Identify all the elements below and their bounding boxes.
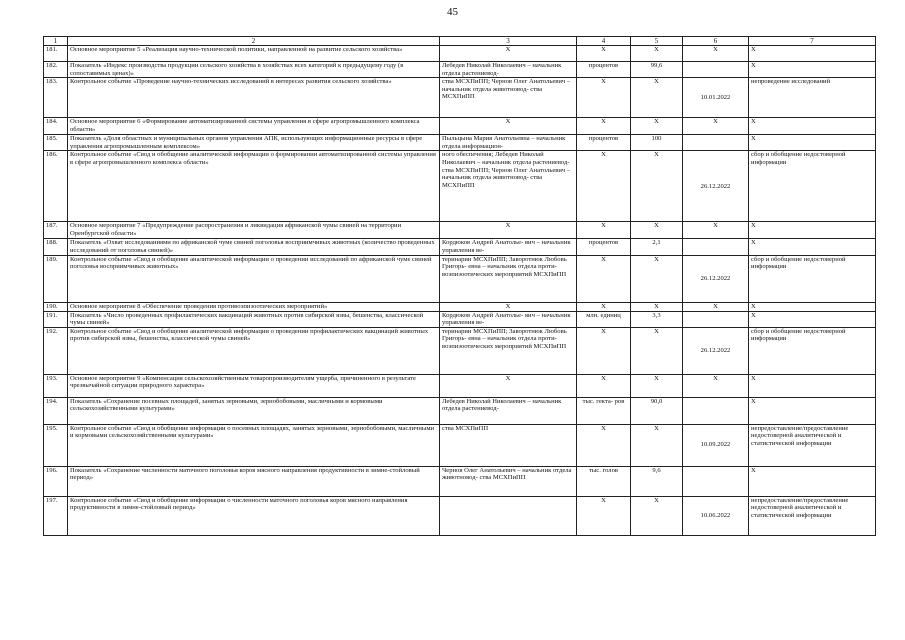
table-row bbox=[44, 255, 876, 302]
table-row bbox=[44, 78, 876, 118]
date-cell: Х bbox=[683, 374, 749, 397]
risk-cell: сбор и обобщение недостоверной информации bbox=[749, 327, 876, 374]
value-cell: Х bbox=[631, 151, 683, 222]
unit-cell: Х bbox=[577, 222, 631, 239]
name-cell: Показатель «Число проведенных профилактических вакцинаций животных против сибирской язвы, бешенства, классической чумы свиней» bbox=[68, 311, 440, 327]
row-number-cell: 183. bbox=[44, 78, 68, 118]
date-cell: Х bbox=[683, 118, 749, 135]
responsible-cell: Лебедев Николай Николаевич – начальник отдела растениевод- bbox=[440, 62, 577, 78]
header-cell: 7 bbox=[749, 37, 876, 46]
name-cell: Основное мероприятие 9 «Компенсация сельскохозяйственным товаропроизводителям ущерба, причиненного в результате чрезвычайной ситуации природного характера» bbox=[68, 374, 440, 397]
unit-cell: Х bbox=[577, 327, 631, 374]
row-number-cell: 188. bbox=[44, 239, 68, 255]
name-cell: Контрольное событие «Свод и обобщение аналитической информации о проведении профилактических вакцинаций животных против сибирской язвы, бешенства, классической чумы свиней» bbox=[68, 327, 440, 374]
risk-cell: сбор и обобщение недостоверной информации bbox=[749, 255, 876, 302]
date-cell bbox=[683, 311, 749, 327]
name-cell: Контрольное событие «Свод и обобщение информации о посевных площадях, занятых зерновыми, зернобобовыми, масличными и кормовыми сельскохозяйственными культурами» bbox=[68, 424, 440, 466]
table-row bbox=[44, 327, 876, 374]
responsible-cell: Х bbox=[440, 118, 577, 135]
header-cell: 2 bbox=[68, 37, 440, 46]
value-cell: 90,0 bbox=[631, 397, 683, 424]
unit-cell: млн. единиц bbox=[577, 311, 631, 327]
unit-cell: тыс. голов bbox=[577, 466, 631, 496]
responsible-cell: ства МСХПиПП; Чернов Олег Анатольевич – начальник отдела животновод- ства МСХПиПП bbox=[440, 78, 577, 118]
name-cell: Контрольное событие «Свод и обобщение аналитической информации о проведении исследований по африканской чуме свиней поголовья восприимчивых животных» bbox=[68, 255, 440, 302]
risk-cell: Х bbox=[749, 46, 876, 62]
date-cell: 10.01.2022 bbox=[683, 78, 749, 118]
page-number: 45 bbox=[447, 6, 458, 18]
responsible-cell: Лебедев Николай Николаевич – начальник отдела растениевод- bbox=[440, 397, 577, 424]
table-row bbox=[44, 374, 876, 397]
value-cell: 100 bbox=[631, 135, 683, 151]
unit-cell: Х bbox=[577, 496, 631, 535]
row-number-cell: 186. bbox=[44, 151, 68, 222]
risk-cell: сбор и обобщение недостоверной информации bbox=[749, 151, 876, 222]
row-number-cell: 190. bbox=[44, 302, 68, 311]
risk-cell: Х bbox=[749, 397, 876, 424]
responsible-cell: Х bbox=[440, 302, 577, 311]
unit-cell: Х bbox=[577, 302, 631, 311]
value-cell: Х bbox=[631, 327, 683, 374]
name-cell: Основное мероприятие 6 «Формирование автоматизированной системы управления в сфере агропромышленного комплекса области» bbox=[68, 118, 440, 135]
name-cell: Основное мероприятие 7 «Предупреждение распространения и ликвидация африканской чумы свиней на территории Оренбургской области» bbox=[68, 222, 440, 239]
responsible-cell: теринарии МСХПиПП; Заворотнюк Любовь Григорь- евна – начальник отдела проти- воэпизоотических мероприятий МСХПиПП bbox=[440, 327, 577, 374]
name-cell: Показатель «Доля областных и муниципальных органов управления АПК, использующих информационные ресурсы в сфере управления агропромышленным комплексом» bbox=[68, 135, 440, 151]
date-cell: 26.12.2022 bbox=[683, 327, 749, 374]
risk-cell: Х bbox=[749, 466, 876, 496]
name-cell: Основное мероприятие 5 «Реализация научно-технической политики, направленной на развитие сельского хозяйства» bbox=[68, 46, 440, 62]
responsible-cell: ного обеспечения; Лебедев Николай Николаевич – начальник отдела растениевод- ства МСХПиПП; Чернов Олег Анатольевич – начальник отдела животновод- ства МСХПиПП bbox=[440, 151, 577, 222]
name-cell: Показатель «Индекс производства продукции сельского хозяйства в хозяйствах всех категорий к предыдущему году (в сопоставимых ценах)» bbox=[68, 62, 440, 78]
date-cell bbox=[683, 466, 749, 496]
unit-cell: Х bbox=[577, 118, 631, 135]
date-cell: 26.12.2022 bbox=[683, 255, 749, 302]
header-cell: 6 bbox=[683, 37, 749, 46]
unit-cell: Х bbox=[577, 424, 631, 466]
value-cell: Х bbox=[631, 496, 683, 535]
responsible-cell: Х bbox=[440, 222, 577, 239]
row-number-cell: 185. bbox=[44, 135, 68, 151]
responsible-cell: Х bbox=[440, 46, 577, 62]
table-row bbox=[44, 151, 876, 222]
header-cell: 1 bbox=[44, 37, 68, 46]
row-number-cell: 191. bbox=[44, 311, 68, 327]
responsible-cell bbox=[440, 496, 577, 535]
date-cell: 26.12.2022 bbox=[683, 151, 749, 222]
name-cell: Показатель «Охват исследованиями по африканской чуме свиней поголовья восприимчивых животных (количество проведенных исследований от поголовья свиней)» bbox=[68, 239, 440, 255]
value-cell: Х bbox=[631, 118, 683, 135]
value-cell: Х bbox=[631, 78, 683, 118]
risk-cell: непредоставление/предоставление недостоверной аналитической и статистической информации bbox=[749, 424, 876, 466]
name-cell: Показатель «Сохранение посевных площадей, занятых зерновыми, зернобобовыми, масличными и кормовыми сельскохозяйственными культурами» bbox=[68, 397, 440, 424]
table-row bbox=[44, 397, 876, 424]
table-row bbox=[44, 135, 876, 151]
risk-cell: непредоставление/предоставление недостоверной аналитической и статистической информации bbox=[749, 496, 876, 535]
date-cell bbox=[683, 62, 749, 78]
table-row bbox=[44, 118, 876, 135]
risk-cell: Х bbox=[749, 302, 876, 311]
table-row bbox=[44, 239, 876, 255]
risk-cell: Х bbox=[749, 374, 876, 397]
risk-cell: Х bbox=[749, 62, 876, 78]
value-cell: Х bbox=[631, 374, 683, 397]
date-cell: Х bbox=[683, 302, 749, 311]
unit-cell: Х bbox=[577, 255, 631, 302]
name-cell: Контрольное событие «Проведение научно-технических исследований в интересах развития сельского хозяйства» bbox=[68, 78, 440, 118]
table-row bbox=[44, 496, 876, 535]
table-row bbox=[44, 222, 876, 239]
row-number-cell: 182. bbox=[44, 62, 68, 78]
header-cell: 4 bbox=[577, 37, 631, 46]
unit-cell: Х bbox=[577, 46, 631, 62]
unit-cell: Х bbox=[577, 151, 631, 222]
value-cell: 9,6 bbox=[631, 466, 683, 496]
unit-cell: Х bbox=[577, 78, 631, 118]
responsible-cell: теринарии МСХПиПП; Заворотнюк Любовь Григорь- евна – начальник отдела проти- воэпизоотических мероприятий МСХПиПП bbox=[440, 255, 577, 302]
unit-cell: процентов bbox=[577, 135, 631, 151]
responsible-cell: ства МСХПиПП bbox=[440, 424, 577, 466]
row-number-cell: 193. bbox=[44, 374, 68, 397]
risk-cell: непроведение исследований bbox=[749, 78, 876, 118]
row-number-cell: 181. bbox=[44, 46, 68, 62]
header-cell: 3 bbox=[440, 37, 577, 46]
value-cell: 2,1 bbox=[631, 239, 683, 255]
unit-cell: Х bbox=[577, 374, 631, 397]
table-row bbox=[44, 62, 876, 78]
row-number-cell: 184. bbox=[44, 118, 68, 135]
date-cell bbox=[683, 397, 749, 424]
table-row bbox=[44, 46, 876, 62]
risk-cell: Х bbox=[749, 239, 876, 255]
responsible-cell: Х bbox=[440, 374, 577, 397]
row-number-cell: 194. bbox=[44, 397, 68, 424]
value-cell: Х bbox=[631, 302, 683, 311]
date-cell: Х bbox=[683, 222, 749, 239]
value-cell: Х bbox=[631, 222, 683, 239]
date-cell: Х bbox=[683, 46, 749, 62]
responsible-cell: Кордюков Андрей Анатолье- вич – начальник управления ве- bbox=[440, 239, 577, 255]
risk-cell: Х bbox=[749, 311, 876, 327]
table-row bbox=[44, 424, 876, 466]
row-number-cell: 189. bbox=[44, 255, 68, 302]
row-number-cell: 196. bbox=[44, 466, 68, 496]
date-cell bbox=[683, 239, 749, 255]
header-cell: 5 bbox=[631, 37, 683, 46]
table-row bbox=[44, 302, 876, 311]
value-cell: 3,3 bbox=[631, 311, 683, 327]
responsible-cell: Чернов Олег Анатольевич – начальник отдела животновод- ства МСХПиПП bbox=[440, 466, 577, 496]
row-number-cell: 187. bbox=[44, 222, 68, 239]
name-cell: Контрольное событие «Свод и обобщение информации о численности маточного поголовья коров мясного направления продуктивности в зимне-стойловый период» bbox=[68, 496, 440, 535]
value-cell: Х bbox=[631, 46, 683, 62]
header-row bbox=[44, 37, 876, 46]
unit-cell: процентов bbox=[577, 239, 631, 255]
unit-cell: процентов bbox=[577, 62, 631, 78]
table-row bbox=[44, 466, 876, 496]
row-number-cell: 197. bbox=[44, 496, 68, 535]
risk-cell: Х bbox=[749, 118, 876, 135]
row-number-cell: 192. bbox=[44, 327, 68, 374]
name-cell: Показатель «Сохранение численности маточного поголовья коров мясного направления продуктивности в зимне-стойловый период» bbox=[68, 466, 440, 496]
name-cell: Контрольное событие «Свод и обобщение аналитической информации о формировании автоматизированной системы управления в сфере агропромышленного комплекса области» bbox=[68, 151, 440, 222]
date-cell bbox=[683, 135, 749, 151]
value-cell: Х bbox=[631, 424, 683, 466]
risk-cell: Х bbox=[749, 222, 876, 239]
responsible-cell: Пыльцына Мария Анатольевна – начальник отдела информацион- bbox=[440, 135, 577, 151]
value-cell: 99,6 bbox=[631, 62, 683, 78]
unit-cell: тыс. гекта- ров bbox=[577, 397, 631, 424]
table-row bbox=[44, 311, 876, 327]
value-cell: Х bbox=[631, 255, 683, 302]
row-number-cell: 195. bbox=[44, 424, 68, 466]
risk-cell: Х bbox=[749, 135, 876, 151]
responsible-cell: Кордюков Андрей Анатолье- вич – начальник управления ве- bbox=[440, 311, 577, 327]
activities-table bbox=[43, 36, 876, 536]
name-cell: Основное мероприятие 8 «Обеспечение проведения противоэпизоотических мероприятий» bbox=[68, 302, 440, 311]
date-cell: 10.06.2022 bbox=[683, 496, 749, 535]
date-cell: 10.09.2022 bbox=[683, 424, 749, 466]
